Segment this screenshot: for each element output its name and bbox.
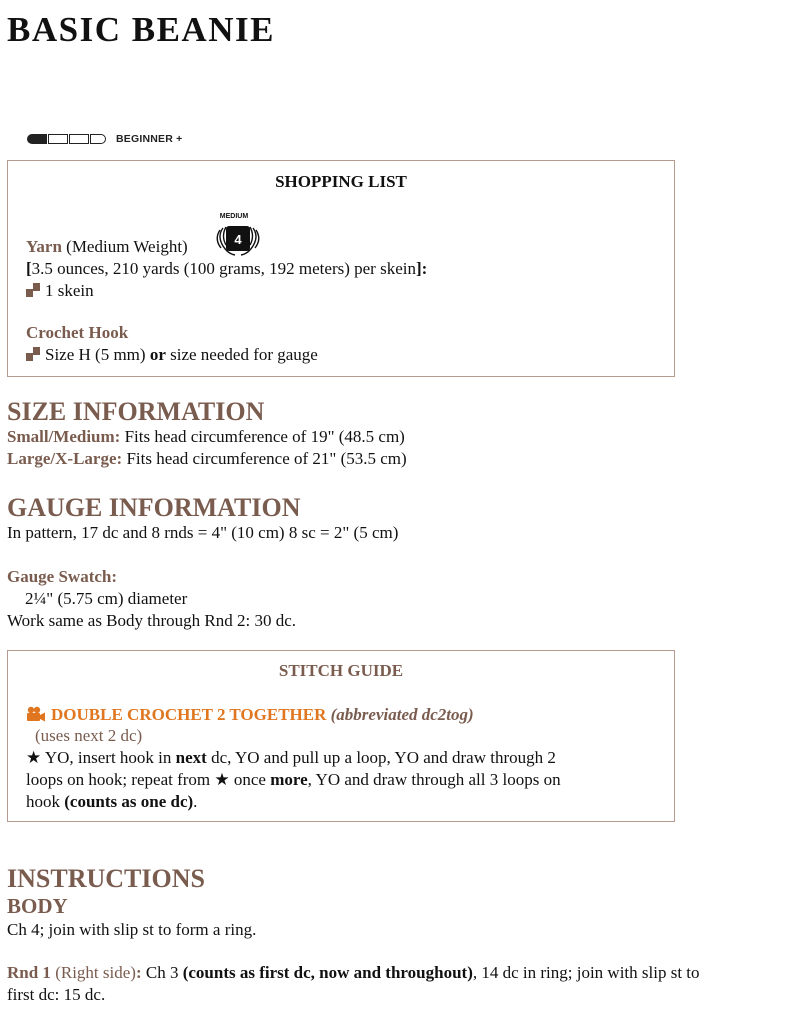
yarn-weight-number: 4 (234, 232, 242, 247)
stitch-guide-heading: STITCH GUIDE (278, 661, 404, 680)
body-subheading-line (7, 894, 68, 920)
hook-or: or (149, 345, 166, 364)
size-text: Fits head circumference of 19" (48.5 cm) (124, 427, 405, 446)
rnd1-text-bold: (counts as first dc, now and throughout) (182, 963, 473, 982)
ch4-instruction: Ch 4; join with slip st to form a ring. (7, 920, 257, 939)
rnd1-text: Ch 3 (141, 963, 183, 982)
skill-block-empty (48, 134, 68, 144)
instructions-section (7, 864, 205, 894)
gauge-text: In pattern, 17 dc and 8 rnds = 4" (10 cm) 8 sc = 2" (5 cm) (7, 523, 399, 542)
instructions-heading: INSTRUCTIONS (7, 864, 205, 893)
skill-block-empty (90, 134, 106, 144)
shopping-list-heading: SHOPPING LIST (275, 172, 407, 191)
yarn-weight-label: MEDIUM (219, 213, 249, 220)
rnd1-colon: : (135, 963, 142, 982)
stitch-text-bold: (counts as one dc) (64, 792, 194, 811)
bullet-square-icon (26, 347, 40, 361)
stitch-abbrev: (abbreviated dc2tog) (330, 705, 474, 724)
stitch-text: , YO and draw through all 3 loops on (307, 770, 561, 789)
stitch-text: hook (26, 792, 65, 811)
bracket-close: ]: (415, 259, 428, 278)
yarn-detail-text: 3.5 ounces, 210 yards (100 grams, 192 meters) per skein (31, 259, 416, 278)
skill-block-empty (69, 134, 89, 144)
stitch-text: . (193, 792, 198, 811)
video-camera-icon[interactable] (26, 706, 46, 722)
gauge-info-heading: GAUGE INFORMATION (7, 493, 301, 522)
stitch-text-bold: more (270, 770, 308, 789)
size-info-section (7, 397, 264, 427)
yarn-weight-icon (214, 213, 272, 261)
stitch-title-line (26, 704, 474, 726)
skill-level-indicator (27, 132, 182, 146)
yarn-detail-line (26, 258, 427, 280)
gauge-swatch-work: Work same as Body through Rnd 2: 30 dc. (7, 611, 297, 630)
rnd1-line2: first dc: 15 dc. (7, 985, 106, 1004)
yarn-label: Yarn (26, 237, 62, 256)
stitch-text: ★ YO, insert hook in (26, 748, 176, 767)
rnd1-side: (Right side) (55, 963, 136, 982)
size-label: Small/Medium: (7, 427, 121, 446)
hook-size: Size H (5 mm) (45, 345, 146, 364)
skill-level-label: BEGINNER + (116, 133, 183, 145)
yarn-weight-text: (Medium Weight) (66, 237, 188, 256)
stitch-text: dc, YO and pull up a loop, YO and draw through 2 (206, 748, 556, 767)
yarn-line (26, 236, 188, 258)
stitch-instruction-line (26, 747, 556, 769)
yarn-weight-badge (214, 213, 272, 261)
gauge-swatch-label: Gauge Swatch: (7, 567, 118, 586)
hook-heading-line (26, 322, 128, 344)
size-row (7, 426, 405, 448)
rnd1-line (7, 962, 700, 984)
stitch-text: loops on hook; repeat from ★ once (26, 770, 271, 789)
size-info-heading: SIZE INFORMATION (7, 397, 265, 426)
rnd1-label: Rnd 1 (7, 963, 51, 982)
hook-label: Crochet Hook (26, 323, 129, 342)
stitch-instruction-line (26, 769, 561, 791)
size-label: Large/X-Large: (7, 449, 123, 468)
pattern-title: BASIC BEANIE (7, 10, 275, 49)
size-row (7, 448, 407, 470)
yarn-amount: 1 skein (45, 281, 94, 300)
skill-block-filled (27, 134, 47, 144)
gauge-swatch-label-line (7, 566, 117, 588)
bracket-open: [ (26, 259, 32, 278)
gauge-info-section (7, 493, 300, 523)
hook-size-line (26, 344, 318, 366)
hook-rest: size needed for gauge (170, 345, 318, 364)
gauge-swatch-size: 2¼" (5.75 cm) diameter (25, 589, 188, 608)
body-subheading: BODY (7, 894, 68, 918)
bullet-square-icon (26, 283, 40, 297)
rnd1-text: , 14 dc in ring; join with slip st to (472, 963, 700, 982)
stitch-instruction-line (26, 791, 197, 813)
size-text: Fits head circumference of 21" (53.5 cm) (126, 449, 407, 468)
stitch-uses: (uses next 2 dc) (35, 726, 143, 745)
yarn-amount-line (26, 280, 94, 302)
stitch-name: DOUBLE CROCHET 2 TOGETHER (51, 705, 327, 724)
stitch-text-bold: next (175, 748, 207, 767)
